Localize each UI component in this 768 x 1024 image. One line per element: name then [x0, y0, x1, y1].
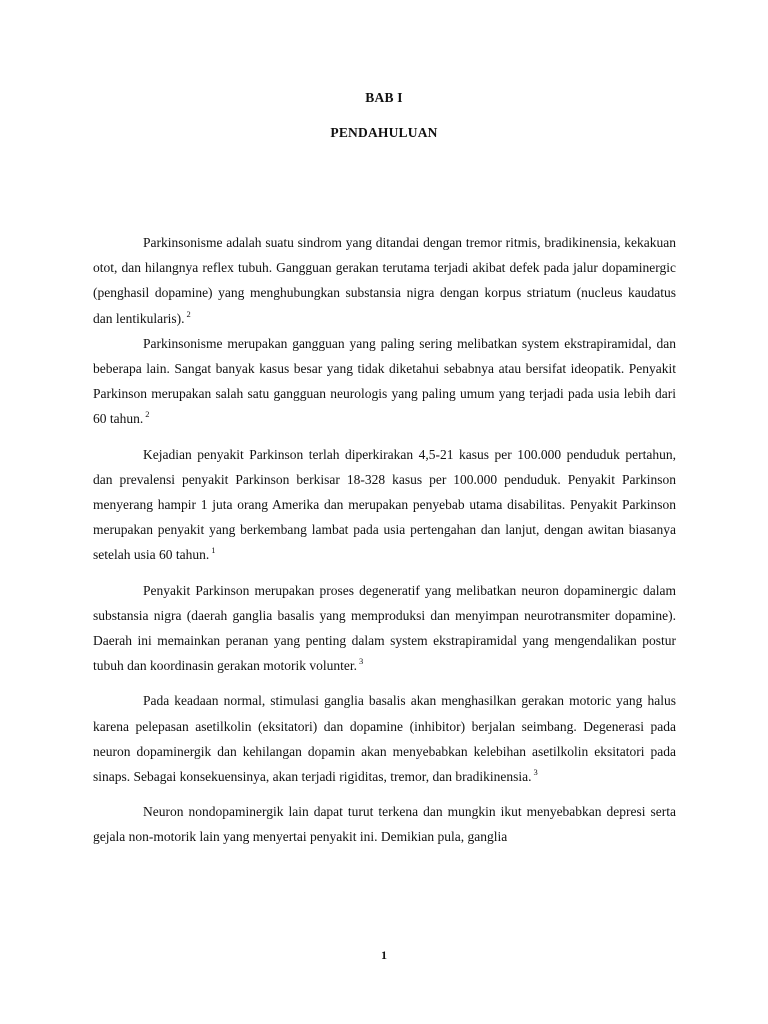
citation-ref: 2 [186, 308, 191, 319]
paragraph-text: Neuron nondopaminergik lain dapat turut terkena dan mungkin ikut menyebabkan depresi serta gejala non-motorik lain yang menyertai penyakit ini. Demikian pula, ganglia [93, 804, 676, 845]
paragraph [93, 442, 676, 568]
paragraph-text: Pada keadaan normal, stimulasi ganglia basalis akan menghasilkan gerakan motoric yang halus karena pelepasan asetilkolin (eksitatori) dan dopamine (inhibitor) berjalan seimbang. Degenerasi pada neuron dopaminergik dan kehilangan dopamin akan menyebabkan kelebihan asetilkolin eksitatori pada sinaps. Sebagai konsekuensinya, akan terjadi rigiditas, tremor, dan bradikinensia. [93, 693, 676, 785]
page-number: 1 [381, 948, 387, 962]
citation-ref: 3 [358, 656, 364, 667]
body-text [93, 230, 676, 850]
paragraph-text: Parkinsonisme adalah suatu sindrom yang ditandai dengan tremor ritmis, bradikinensia, kekakuan otot, dan hilangnya reflex tubuh. Gangguan gerakan terutama terjadi akibat defek pada jalur dopaminergic (penghasil dopamine) yang menghubungkan substansia nigra dengan korpus striatum (nucleus kaudatus dan lentikularis). [93, 235, 676, 326]
citation-ref: 3 [533, 767, 538, 778]
paragraph-text: Penyakit Parkinson merupakan proses degeneratif yang melibatkan neuron dopaminergic dalam substansia nigra (daerah ganglia basalis yang memproduksi dan menyimpan neurotransmiter dopamine). Daerah ini memainkan peranan yang penting dalam system ekstrapiramidal yang mengendalikan postur tubuh dan koordinasin gerakan motorik volunter. [93, 582, 676, 674]
paragraph-text: Kejadian penyakit Parkinson terlah diperkirakan 4,5-21 kasus per 100.000 penduduk pertahun, dan prevalensi penyakit Parkinson berkisar 18-328 kasus per 100.000 penduduk. Penyakit Parkinson menyerang hampir 1 juta orang Amerika dan merupakan penyebab utama disabilitas. Penyakit Parkinson merupakan penyakit yang berkembang lambat pada usia pertengahan dan lanjut, dengan awitan biasanya setelah usia 60 tahun. [93, 446, 676, 563]
citation-ref: 1 [211, 545, 216, 556]
chapter-title: PENDAHULUAN [330, 125, 438, 140]
paragraph [93, 799, 676, 849]
citation-ref: 2 [145, 409, 150, 420]
paragraph [93, 230, 676, 331]
chapter-heading: BAB I [365, 90, 403, 105]
paragraph [93, 331, 676, 432]
paragraph [93, 688, 676, 789]
paragraph [93, 578, 676, 679]
paragraph-text: Parkinsonisme merupakan gangguan yang paling sering melibatkan system ekstrapiramidal, dan beberapa lain. Sangat banyak kasus besar yang tidak diketahui sebabnya atau bersifat ideopatik. Penyakit Parkinson merupakan salah satu gangguan neurologis yang paling umum yang terjadi pada usia lebih dari 60 tahun. [93, 335, 676, 427]
